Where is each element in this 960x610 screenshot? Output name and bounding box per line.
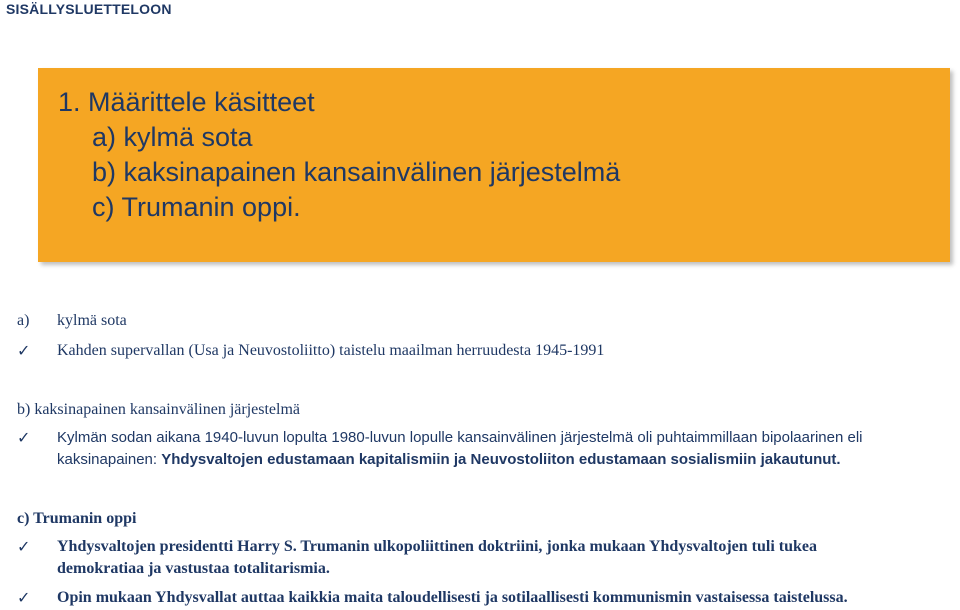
- checkmark-icon: ✓: [17, 588, 31, 607]
- task-item-c: c) Trumanin oppi.: [92, 192, 301, 222]
- section-c-bullet1-line1: Yhdysvaltojen presidentti Harry S. Trumanin ulkopoliittinen doktriini, jonka mukaan Yhdysvaltojen tuli tukea: [57, 538, 817, 555]
- section-c-bullet2: Opin mukaan Yhdysvallat auttaa kaikkia maita taloudellisesti ja sotilaallisesti kommunismin vastaisessa taistelussa.: [57, 589, 848, 606]
- section-b-bullet-bold: Yhdysvaltojen edustamaan kapitalismiin ja Neuvostoliiton edustamaan sosialismiin jakautunut.: [161, 451, 841, 468]
- checkmark-icon: ✓: [17, 341, 31, 360]
- section-a-bullet: Kahden supervallan (Usa ja Neuvostoliitto) taistelu maailman herruudesta 1945-1991: [57, 342, 605, 359]
- task-box: [38, 68, 950, 262]
- table-of-contents-link[interactable]: SISÄLLYSLUETTELOON: [6, 1, 172, 17]
- section-c-heading: c) Trumanin oppi: [17, 510, 137, 527]
- task-title: 1. Määrittele käsitteet: [58, 87, 315, 117]
- task-item-a: a) kylmä sota: [92, 122, 253, 152]
- section-a-heading: kylmä sota: [57, 312, 127, 329]
- section-b-bullet-plain: kaksinapainen:: [57, 451, 162, 468]
- section-c-bullet1-line2: demokratiaa ja vastustaa totalitarismia.: [57, 560, 330, 577]
- section-b-heading: b) kaksinapainen kansainvälinen järjestelmä: [17, 401, 301, 418]
- task-item-b: b) kaksinapainen kansainvälinen järjestelmä: [92, 157, 621, 187]
- section-b-bullet-line2: [57, 449, 841, 471]
- section-a-label: a): [17, 312, 30, 329]
- checkmark-icon: ✓: [17, 537, 31, 556]
- checkmark-icon: ✓: [17, 428, 31, 447]
- section-b-bullet-line1: Kylmän sodan aikana 1940-luvun lopulta 1980-luvun lopulle kansainvälinen järjestelmä oli puhtaimmillaan bipolaarinen eli: [57, 429, 863, 446]
